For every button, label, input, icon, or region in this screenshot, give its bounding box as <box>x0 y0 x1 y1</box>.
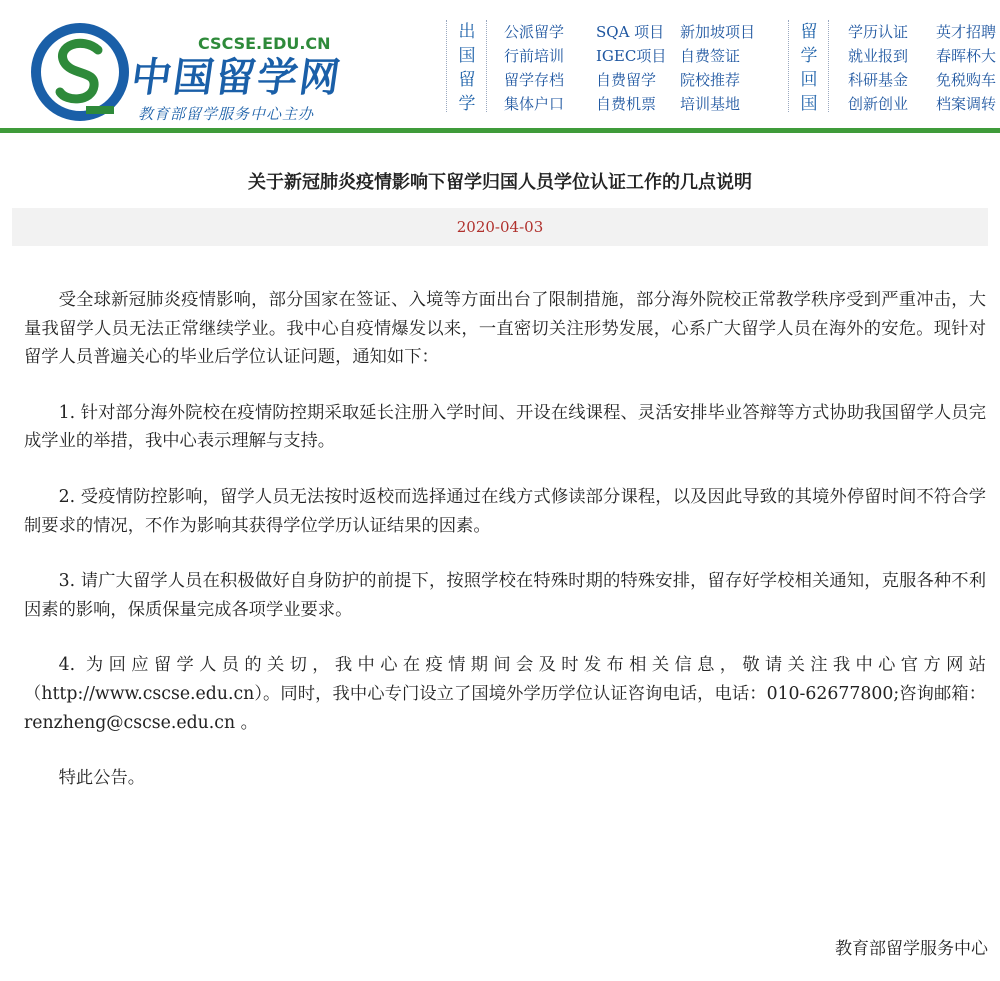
nav-link[interactable]: 档案调转 <box>936 95 997 113</box>
article-title: 关于新冠肺炎疫情影响下留学归国人员学位认证工作的几点说明 <box>248 172 752 193</box>
nav-column <box>848 20 908 116</box>
nav-link[interactable]: 集体户口 <box>504 95 565 113</box>
article-signature: 教育部留学服务中心 <box>835 939 988 959</box>
article-paragraph: 4. 为回应留学人员的关切，我中心在疫情期间会及时发布相关信息，敬请关注我中心官方网站（http://www.cscse.edu.cn）。同时，我中心专门设立了国境外学历学位认证咨询电话，电话：010-62677800;咨询邮箱：renzheng@cscse.edu.cn 。 <box>24 655 986 733</box>
nav-link[interactable]: 自费机票 <box>596 95 657 113</box>
nav-group-label-study-abroad: 出 国 留 学 <box>458 22 476 114</box>
article-paragraph: 受全球新冠肺炎疫情影响，部分国家在签证、入境等方面出台了限制措施，部分海外院校正常教学秩序受到严重冲击，大量我留学人员无法正常继续学业。我中心自疫情爆发以来，一直密切关注形势发展，心系广大留学人员在海外的安危。现针对留学人员普遍关心的毕业后学位认证问题，通知如下： <box>24 290 986 368</box>
nav-link[interactable]: 就业报到 <box>848 47 909 65</box>
nav-column <box>596 20 666 116</box>
logo-name: 中国留学网 <box>128 55 345 101</box>
nav-link[interactable]: 免税购车 <box>936 71 997 89</box>
nav-link[interactable]: 春晖杯大 <box>936 47 997 65</box>
article-date: 2020-04-03 <box>12 208 988 246</box>
nav-link[interactable]: SQA 项目 <box>596 23 665 41</box>
nav-column <box>936 20 1000 116</box>
logo-emblem-icon <box>30 22 130 122</box>
nav-separator <box>788 20 789 112</box>
article-body <box>24 286 986 820</box>
nav-link[interactable]: IGEC项目 <box>596 47 667 65</box>
nav-link[interactable]: 学历认证 <box>848 23 909 41</box>
nav-link[interactable]: 行前培训 <box>504 47 565 65</box>
nav-column <box>504 20 564 116</box>
nav-link[interactable]: 留学存档 <box>504 71 565 89</box>
nav-group-label-return: 留 学 回 国 <box>800 22 818 114</box>
nav-link[interactable]: 公派留学 <box>504 23 565 41</box>
nav-link[interactable]: 科研基金 <box>848 71 909 89</box>
nav-link[interactable]: 自费签证 <box>680 47 741 65</box>
nav-link[interactable]: 院校推荐 <box>680 71 741 89</box>
nav-separator <box>486 20 487 112</box>
nav-link[interactable]: 英才招聘 <box>936 23 997 41</box>
article-paragraph: 特此公告。 <box>58 768 146 789</box>
logo-subtitle: 教育部留学服务中心主办 <box>138 105 315 123</box>
nav-link[interactable]: 新加坡项目 <box>680 23 756 41</box>
article-paragraph: 3. 请广大留学人员在积极做好自身防护的前提下，按照学校在特殊时期的特殊安排，留存好学校相关通知，克服各种不利因素的影响，保质保量完成各项学业要求。 <box>24 571 986 620</box>
nav-separator <box>828 20 829 112</box>
site-header <box>0 0 1000 128</box>
nav-link[interactable]: 培训基地 <box>680 95 741 113</box>
nav-column <box>680 20 755 116</box>
article-paragraph: 2. 受疫情防控影响，留学人员无法按时返校而选择通过在线方式修读部分课程，以及因此导致的其境外停留时间不符合学制要求的情况，不作为影响其获得学位学历认证结果的因素。 <box>24 486 986 536</box>
nav-link[interactable]: 自费留学 <box>596 71 657 89</box>
header-divider <box>0 128 1000 133</box>
article-paragraph: 1. 针对部分海外院校在疫情防控期采取延长注册入学时间、开设在线课程、灵活安排毕业答辩等方式协助我国留学人员完成学业的举措，我中心表示理解与支持。 <box>24 402 986 452</box>
nav-link[interactable]: 创新创业 <box>848 95 909 113</box>
site-logo[interactable] <box>28 10 448 125</box>
logo-domain: CSCSE.EDU.CN <box>198 34 331 53</box>
nav-separator <box>446 20 447 112</box>
